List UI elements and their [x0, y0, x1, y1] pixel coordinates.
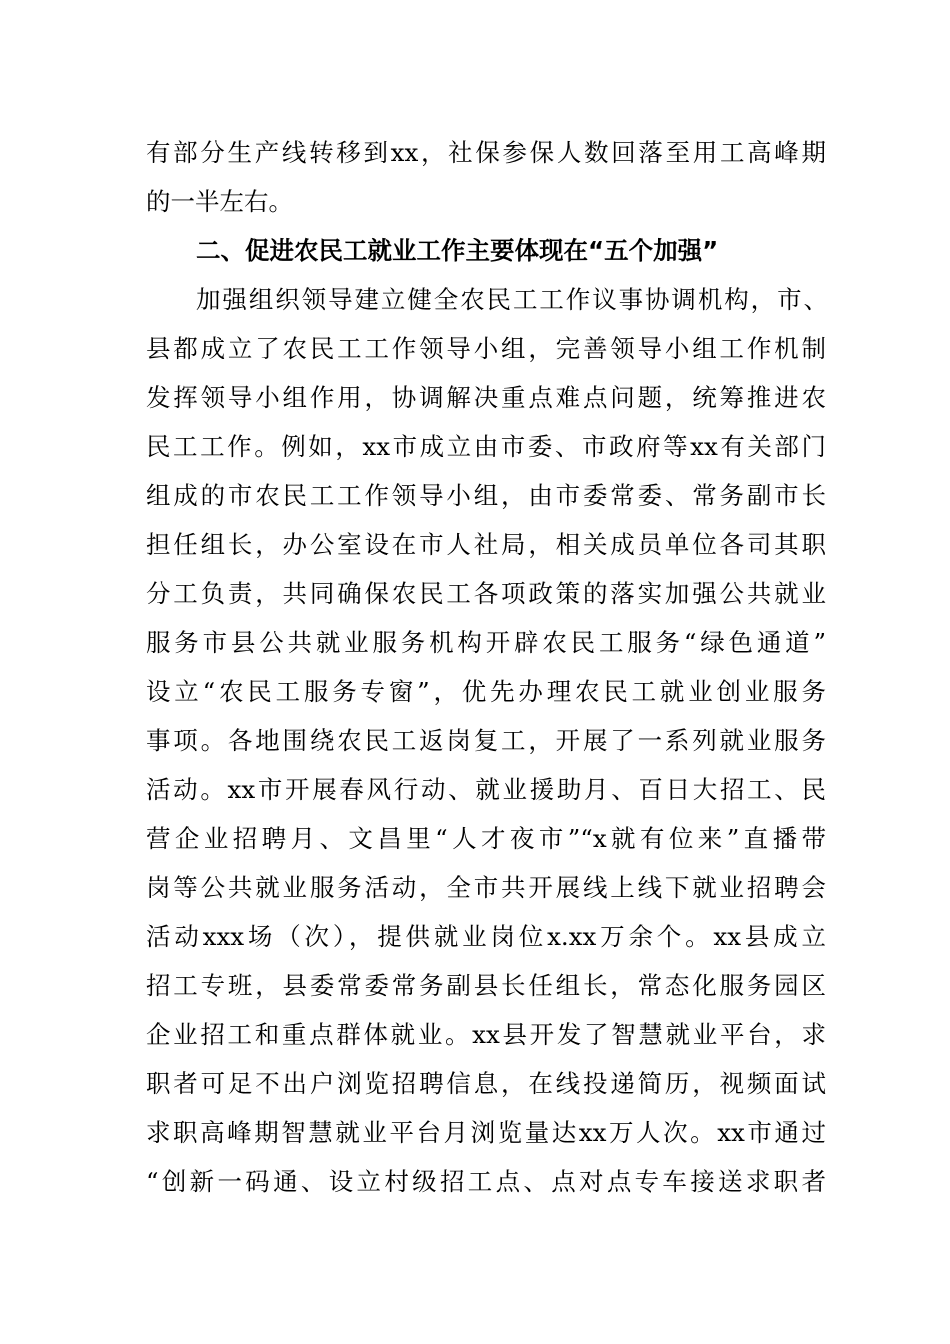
- paragraph-2-line-15: 招工专班，县委常委常务副县长任组长，常态化服务园区: [146, 971, 826, 1000]
- paragraph-1-line-1: 有部分生产线转移到xx，社保参保人数回落至用工高峰期: [146, 138, 826, 167]
- paragraph-2-line-3: 发挥领导小组作用，协调解决重点难点问题，统筹推进农: [146, 383, 826, 412]
- paragraph-2-line-18: 求职高峰期智慧就业平台月浏览量达xx万人次。xx市通过: [146, 1118, 826, 1147]
- section-heading: 二、促进农民工就业工作主要体现在“五个加强”: [196, 236, 719, 265]
- paragraph-2-line-2: 县都成立了农民工工作领导小组，完善领导小组工作机制: [146, 334, 826, 363]
- paragraph-2-line-9: 设立“农民工服务专窗”，优先办理农民工就业创业服务: [146, 677, 826, 706]
- paragraph-2-line-4: 民工工作。例如，xx市成立由市委、市政府等xx有关部门: [146, 432, 826, 461]
- paragraph-2-line-5: 组成的市农民工工作领导小组，由市委常委、常务副市长: [146, 481, 826, 510]
- paragraph-2-line-16: 企业招工和重点群体就业。xx县开发了智慧就业平台，求: [146, 1020, 826, 1049]
- paragraph-2-line-6: 担任组长，办公室设在市人社局，相关成员单位各司其职: [146, 530, 826, 559]
- paragraph-2-line-13: 岗等公共就业服务活动，全市共开展线上线下就业招聘会: [146, 873, 826, 902]
- paragraph-2-line-19: “创新一码通、设立村级招工点、点对点专车接送求职者: [146, 1167, 826, 1196]
- paragraph-2-line-11: 活动。xx市开展春风行动、就业援助月、百日大招工、民: [146, 775, 826, 804]
- paragraph-2-line-12: 营企业招聘月、文昌里“人才夜市”“x就有位来”直播带: [146, 824, 826, 853]
- paragraph-1-line-2: 的一半左右。: [146, 187, 293, 216]
- paragraph-2-line-10: 事项。各地围绕农民工返岗复工，开展了一系列就业服务: [146, 726, 826, 755]
- paragraph-2-line-17: 职者可足不出户浏览招聘信息，在线投递简历，视频面试: [146, 1069, 826, 1098]
- paragraph-2-line-1: 加强组织领导建立健全农民工工作议事协调机构，市、: [196, 285, 828, 314]
- paragraph-2-line-8: 服务市县公共就业服务机构开辟农民工服务“绿色通道”: [146, 628, 826, 657]
- paragraph-2-line-7: 分工负责，共同确保农民工各项政策的落实加强公共就业: [146, 579, 826, 608]
- paragraph-2-line-14: 活动xxx场（次），提供就业岗位x.xx万余个。xx县成立: [146, 922, 826, 951]
